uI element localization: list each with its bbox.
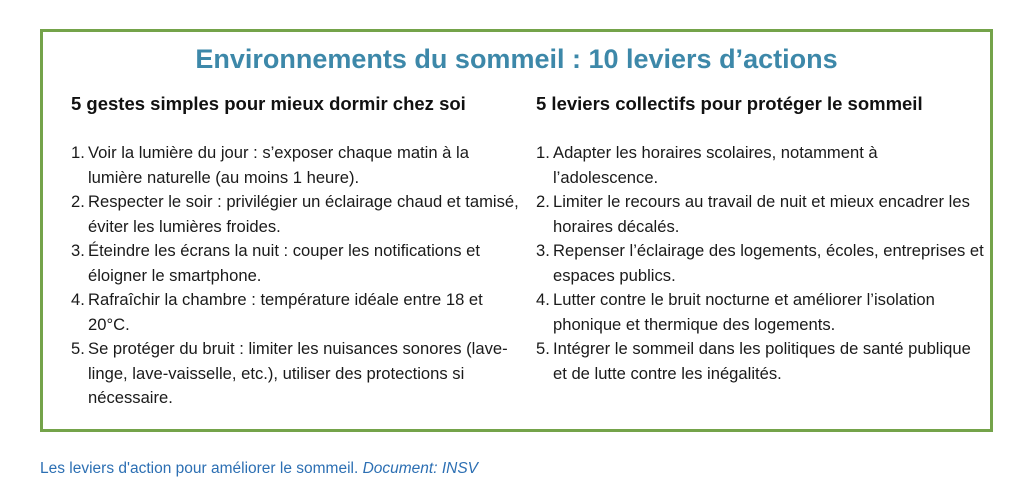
list-item-number: 5. — [536, 339, 550, 358]
list-item-number: 4. — [536, 290, 550, 309]
right-column-heading: 5 leviers collectifs pour protéger le sommeil — [536, 93, 923, 114]
panel-title: Environnements du sommeil : 10 leviers d’actions — [195, 44, 838, 74]
list-item-text: Intégrer le sommeil dans les politiques de santé publique et de lutte contre les inégalités. — [553, 339, 971, 383]
right-column — [536, 91, 986, 386]
list-item-number: 5. — [71, 339, 85, 358]
list-item — [71, 141, 526, 190]
list-item — [536, 190, 986, 239]
list-item — [71, 190, 526, 239]
infographic-panel — [40, 29, 993, 432]
list-item — [71, 288, 526, 337]
list-item — [536, 141, 986, 190]
list-item — [71, 239, 526, 288]
list-item-number: 3. — [71, 241, 85, 260]
list-item-text: Rafraîchir la chambre : température idéale entre 18 et 20°C. — [88, 290, 483, 334]
list-item-number: 2. — [71, 192, 85, 211]
image-caption — [40, 459, 478, 479]
list-item-text: Respecter le soir : privilégier un éclairage chaud et tamisé, éviter les lumières froides. — [88, 192, 519, 236]
list-item — [71, 337, 526, 411]
list-item-text: Se protéger du bruit : limiter les nuisances sonores (lave-linge, lave-vaisselle, etc.), utiliser des protections si nécessaire. — [88, 339, 508, 407]
caption-text: Les leviers d'action pour améliorer le sommeil. — [40, 460, 363, 477]
list-item — [536, 239, 986, 288]
list-item-number: 3. — [536, 241, 550, 260]
list-item-text: Lutter contre le bruit nocturne et améliorer l’isolation phonique et thermique des logements. — [553, 290, 935, 334]
left-column-heading: 5 gestes simples pour mieux dormir chez soi — [71, 93, 466, 114]
list-item-number: 2. — [536, 192, 550, 211]
list-item-text: Repenser l’éclairage des logements, écoles, entreprises et espaces publics. — [553, 241, 984, 285]
caption-source: Document: INSV — [362, 460, 479, 477]
list-item — [536, 288, 986, 337]
list-item-text: Limiter le recours au travail de nuit et mieux encadrer les horaires décalés. — [553, 192, 970, 236]
right-column-list — [536, 141, 986, 386]
list-item-text: Adapter les horaires scolaires, notamment à l’adolescence. — [553, 143, 878, 187]
list-item — [536, 337, 986, 386]
list-item-text: Voir la lumière du jour : s’exposer chaque matin à la lumière naturelle (au moins 1 heure). — [88, 143, 469, 187]
left-column-list — [71, 141, 526, 411]
list-item-number: 1. — [536, 143, 550, 162]
list-item-number: 4. — [71, 290, 85, 309]
list-item-number: 1. — [71, 143, 85, 162]
left-column — [71, 91, 526, 411]
list-item-text: Éteindre les écrans la nuit : couper les notifications et éloigner le smartphone. — [88, 241, 481, 285]
